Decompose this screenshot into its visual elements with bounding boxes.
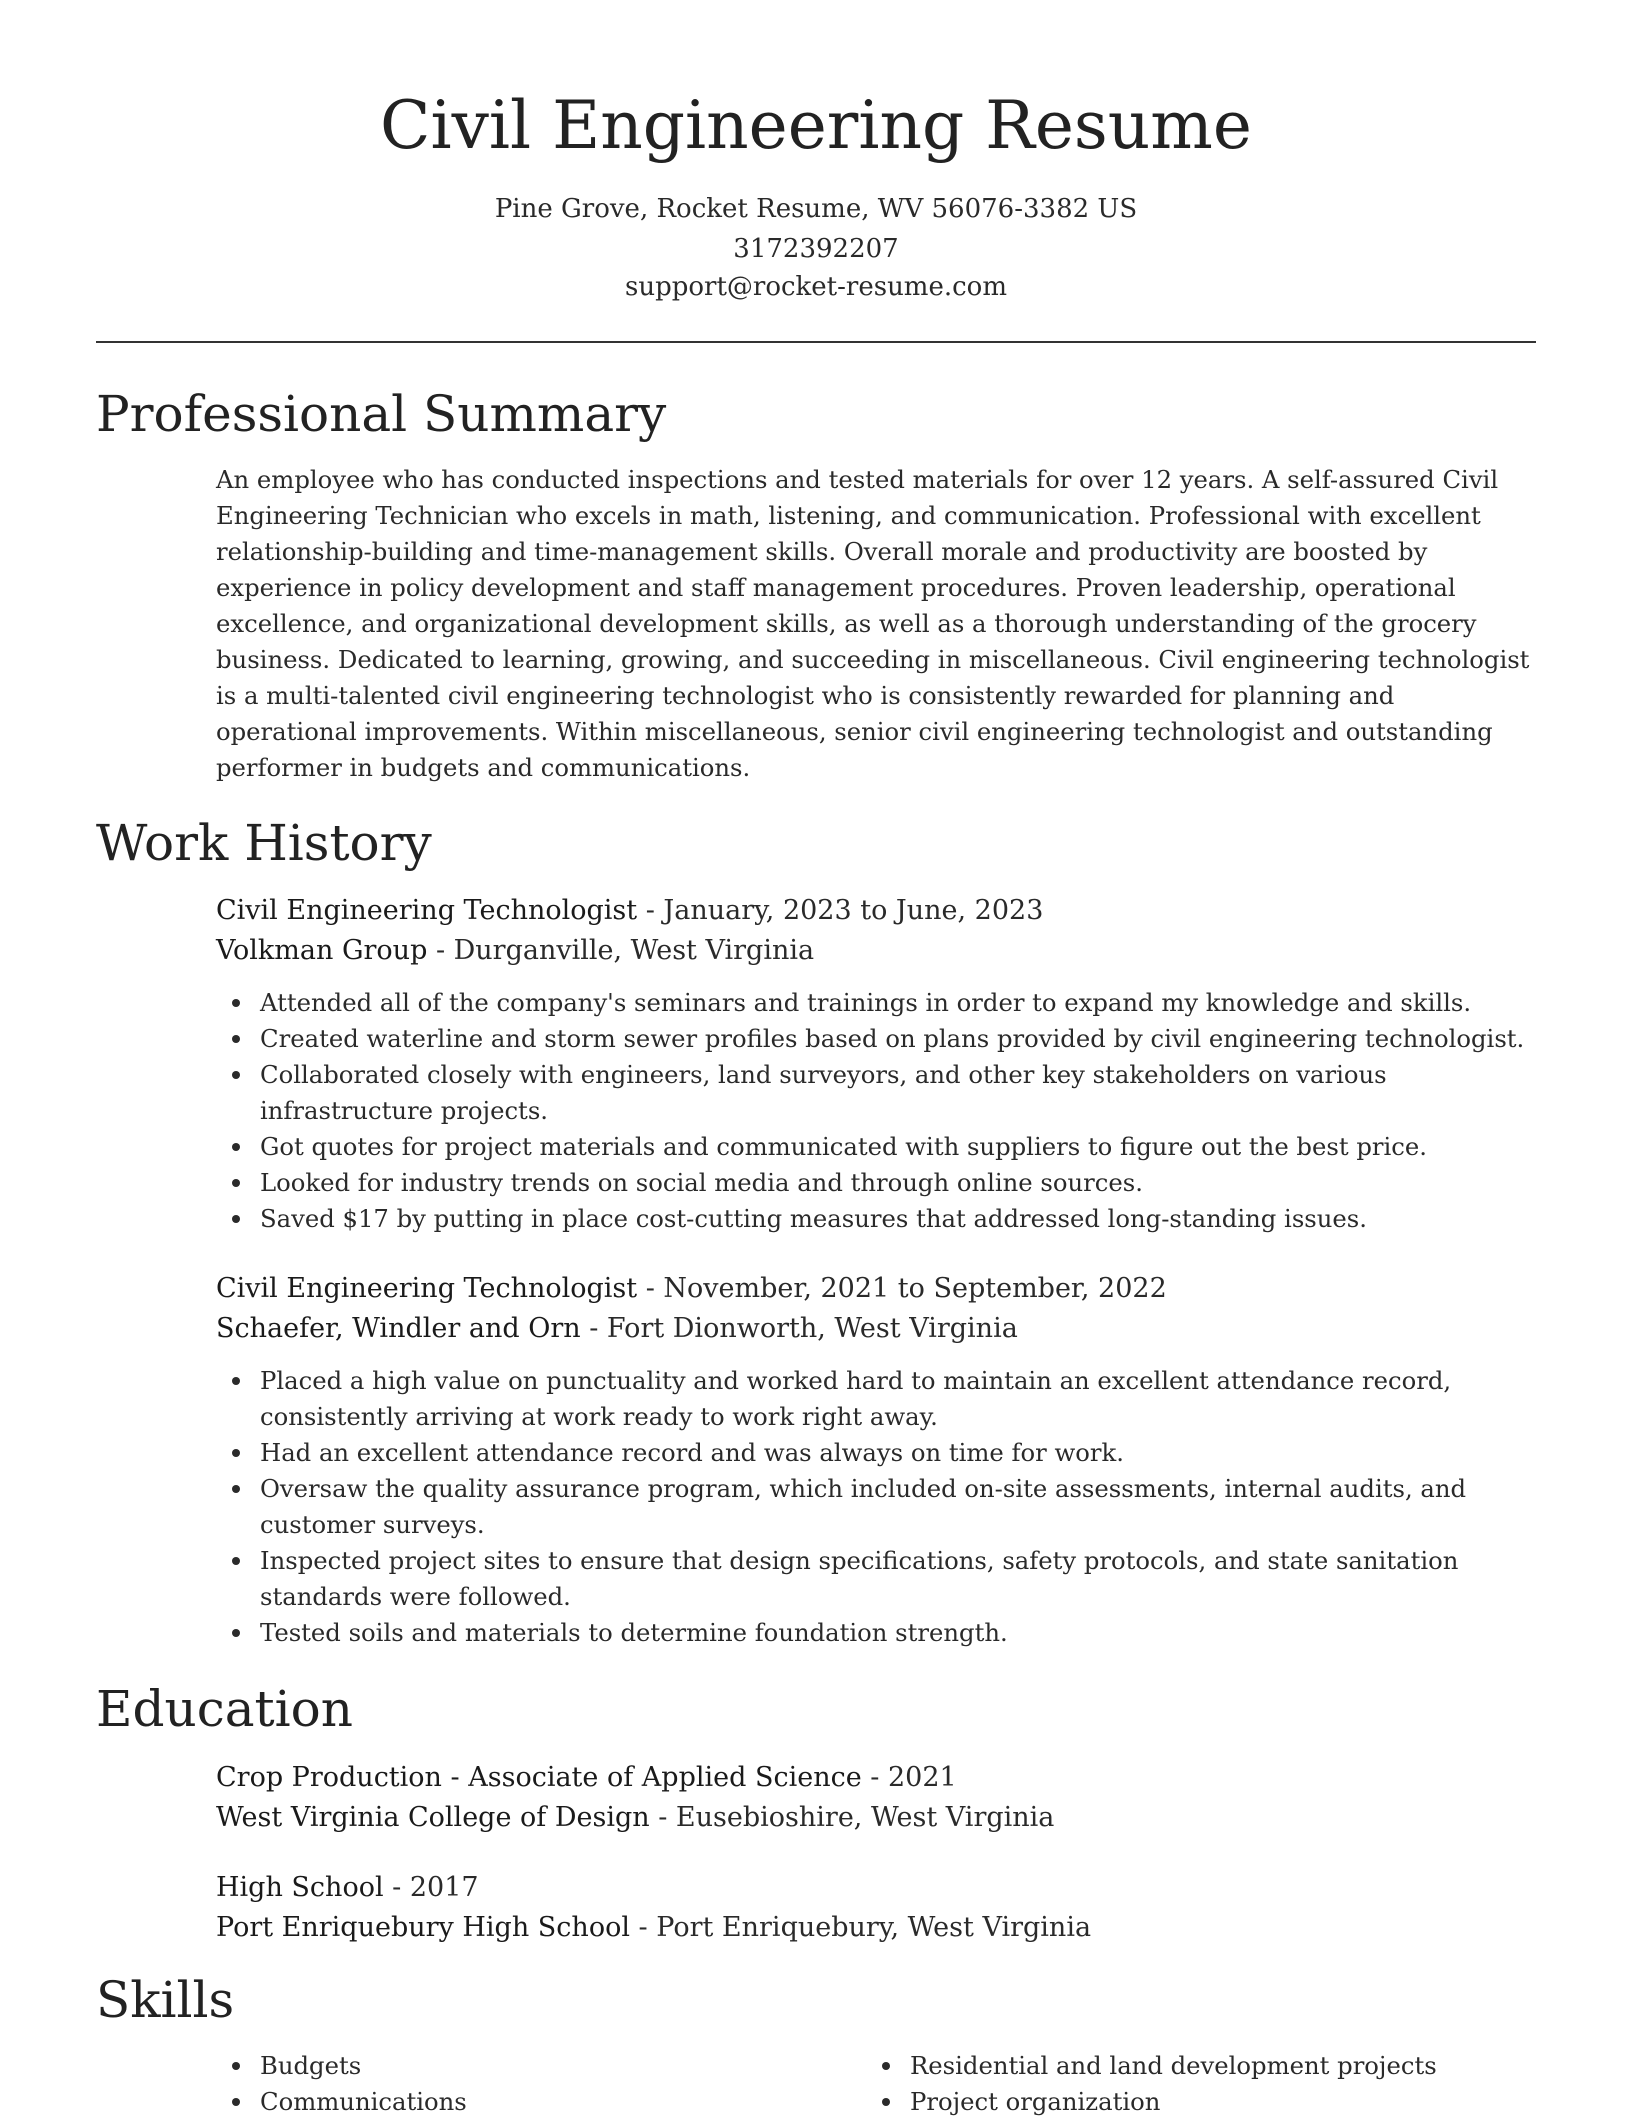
skills-column-left [216, 2048, 856, 2120]
skills-list [216, 2048, 856, 2120]
contact-email: support@rocket-resume.com [624, 272, 1007, 302]
job-dates: - November, 2021 to September, 2022 [637, 1273, 1167, 1304]
list-item: Attended all of the company's seminars and trainings in order to expand my knowledge and skills. [216, 985, 1536, 1021]
education-program: High School [216, 1872, 384, 1903]
list-item: Created waterline and storm sewer profiles based on plans provided by civil engineering technologist. [216, 1021, 1536, 1057]
header-divider [96, 341, 1536, 343]
skills-list [866, 2048, 1506, 2120]
education-school: West Virginia College of Design [216, 1802, 650, 1833]
education-program-line [216, 1868, 1536, 1908]
job-company: Schaefer, Windler and Orn [216, 1313, 581, 1344]
job-dates: - January, 2023 to June, 2023 [637, 895, 1044, 926]
contact-phone: 3172392207 [733, 234, 899, 264]
list-item: Budgets [216, 2048, 856, 2084]
list-item: Had an excellent attendance record and was always on time for work. [216, 1435, 1536, 1471]
skills-heading: Skills [96, 1971, 235, 2029]
job-title-line [216, 891, 1536, 931]
education-location: - Eusebioshire, West Virginia [649, 1802, 1055, 1833]
job-entry [216, 1269, 1536, 1651]
education-school: Port Enriquebury High School [216, 1912, 630, 1943]
job-title: Civil Engineering Technologist [216, 1273, 638, 1304]
education-entry [216, 1868, 1536, 1948]
list-item: Got quotes for project materials and communicated with suppliers to figure out the best price. [216, 1129, 1536, 1165]
list-item: Residential and land development projects [866, 2048, 1506, 2084]
job-bullets [216, 1363, 1536, 1651]
education-entry [216, 1758, 1536, 1838]
work-history-heading: Work History [96, 814, 432, 872]
education-heading: Education [96, 1680, 353, 1738]
job-bullets [216, 985, 1536, 1237]
skills-column-right [866, 2048, 1506, 2120]
job-location: - Durganville, West Virginia [427, 935, 815, 966]
education-program: Crop Production - Associate of Applied Science [216, 1762, 862, 1793]
education-school-line [216, 1908, 1536, 1948]
education-location: - Port Enriquebury, West Virginia [629, 1912, 1092, 1943]
list-item: Oversaw the quality assurance program, which included on-site assessments, internal audits, and customer surveys. [216, 1471, 1536, 1543]
list-item: Saved $17 by putting in place cost-cutting measures that addressed long-standing issues. [216, 1201, 1536, 1237]
summary-text: An employee who has conducted inspections and tested materials for over 12 years. A self-assured Civil Engineering Technician who excels in math, listening, and communication. Professional with excellent relationship-building and time-management skills. Overall morale and productivity are boosted by experience in policy development and staff management procedures. Proven leadership, operational excellence, and organizational development skills, as well as a thorough understanding of the grocery business. Dedicated to learning, growing, and succeeding in miscellaneous. Civil engineering technologist is a multi-talented civil engineering technologist who is consistently rewarded for planning and operational improvements. Within miscellaneous, senior civil engineering technologist and outstanding performer in budgets and communications. [216, 465, 1530, 782]
resume-title: Civil Engineering Resume [380, 87, 1252, 164]
education-year: - 2021 [861, 1762, 957, 1793]
contact-address: Pine Grove, Rocket Resume, WV 56076-3382 US [494, 194, 1138, 224]
list-item: Looked for industry trends on social media and through online sources. [216, 1165, 1536, 1201]
job-company-line [216, 1309, 1536, 1349]
list-item: Placed a high value on punctuality and worked hard to maintain an excellent attendance record, consistently arriving at work ready to work right away. [216, 1363, 1536, 1435]
job-company: Volkman Group [216, 935, 428, 966]
list-item: Tested soils and materials to determine foundation strength. [216, 1615, 1536, 1651]
job-entry [216, 891, 1536, 1237]
list-item: Project organization [866, 2084, 1506, 2120]
list-item: Collaborated closely with engineers, land surveyors, and other key stakeholders on various infrastructure projects. [216, 1057, 1536, 1129]
job-title-line [216, 1269, 1536, 1309]
education-school-line [216, 1798, 1536, 1838]
education-year: - 2017 [383, 1872, 479, 1903]
job-company-line [216, 931, 1536, 971]
education-program-line [216, 1758, 1536, 1798]
job-location: - Fort Dionworth, West Virginia [580, 1313, 1018, 1344]
job-title: Civil Engineering Technologist [216, 895, 638, 926]
list-item: Inspected project sites to ensure that design specifications, safety protocols, and state sanitation standards were followed. [216, 1543, 1536, 1615]
list-item: Communications [216, 2084, 856, 2120]
summary-heading: Professional Summary [96, 385, 667, 443]
